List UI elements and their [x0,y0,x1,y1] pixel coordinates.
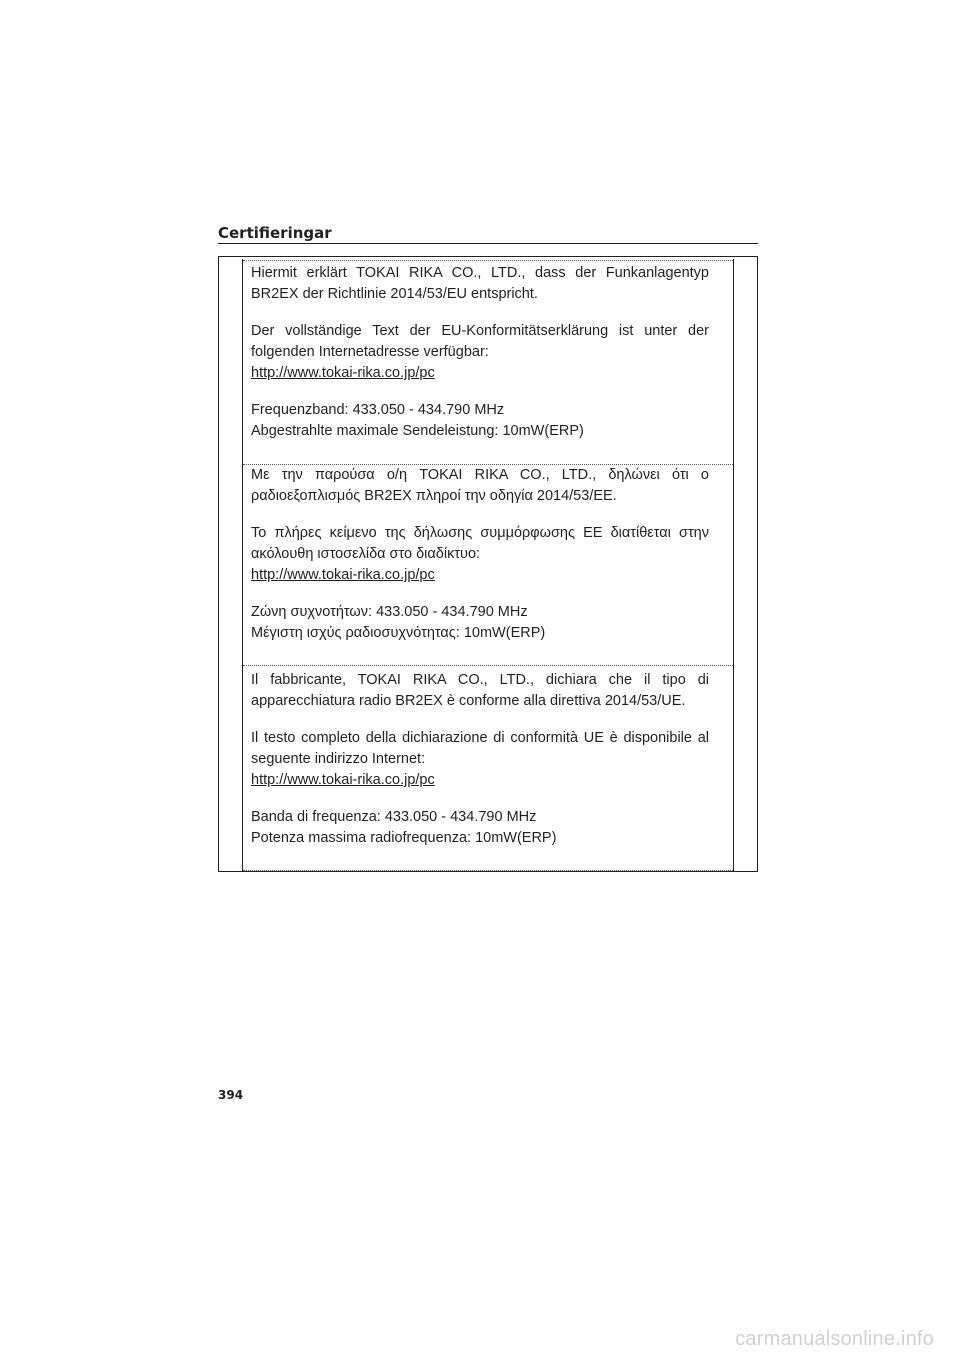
fulltext-text: Il testo completo della dichiarazione di conformità UE è disponibile al seguente indirizzo Internet: [251,730,709,767]
watermark: carmanualsonline.info [735,1328,934,1350]
declaration-url-link[interactable]: http://www.tokai-rika.co.jp/pc [251,567,435,583]
block-separator [243,260,733,261]
certification-block-german [243,263,733,442]
block-separator [243,665,733,666]
max-power-text: Μέγιστη ισχύς ραδιοσυχνότητας: 10mW(ERP) [251,625,546,641]
declaration-text: Με την παρούσα ο/η TOKAI RIKA CO., LTD., δηλώνει ότι ο ραδιοεξοπλισμός BR2EX πληροί την οδηγία 2014/53/ΕΕ. [251,467,709,504]
block-separator [243,870,733,871]
page-number: 394 [218,1088,244,1102]
fulltext-notice [251,321,709,384]
fulltext-notice [251,728,709,791]
max-power-text: Potenza massima radiofrequenza: 10mW(ERP) [251,830,557,846]
title-rule [218,243,758,244]
section-title: Certifieringar [218,224,332,242]
frequency-band-text: Banda di frequenza: 433.050 - 434.790 MHz [251,809,537,825]
frequency-band-text: Ζώνη συχνοτήτων: 433.050 - 434.790 MHz [251,604,528,620]
declaration-url-link[interactable]: http://www.tokai-rika.co.jp/pc [251,772,435,788]
declaration-text: Il fabbricante, TOKAI RIKA CO., LTD., dichiara che il tipo di apparecchiatura radio BR2EX è conforme alla direttiva 2014/53/UE. [251,672,709,709]
certification-block-italian [243,670,733,849]
max-power-text: Abgestrahlte maximale Sendeleistung: 10mW(ERP) [251,423,584,439]
fulltext-text: Το πλήρες κείμενο της δήλωσης συμμόρφωσης ΕΕ διατίθεται στην ακόλουθη ιστοσελίδα στο διαδίκτυο: [251,525,709,562]
certification-block-greek [243,465,733,644]
declaration-url-link[interactable]: http://www.tokai-rika.co.jp/pc [251,365,435,381]
fulltext-text: Der vollständige Text der EU-Konformitätserklärung ist unter der folgenden Internetadresse verfügbar: [251,323,709,360]
fulltext-notice [251,523,709,586]
declaration-text: Hiermit erklärt TOKAI RIKA CO., LTD., dass der Funkanlagentyp BR2EX der Richtlinie 2014/53/EU entspricht. [251,265,709,302]
frequency-band-text: Frequenzband: 433.050 - 434.790 MHz [251,402,505,418]
